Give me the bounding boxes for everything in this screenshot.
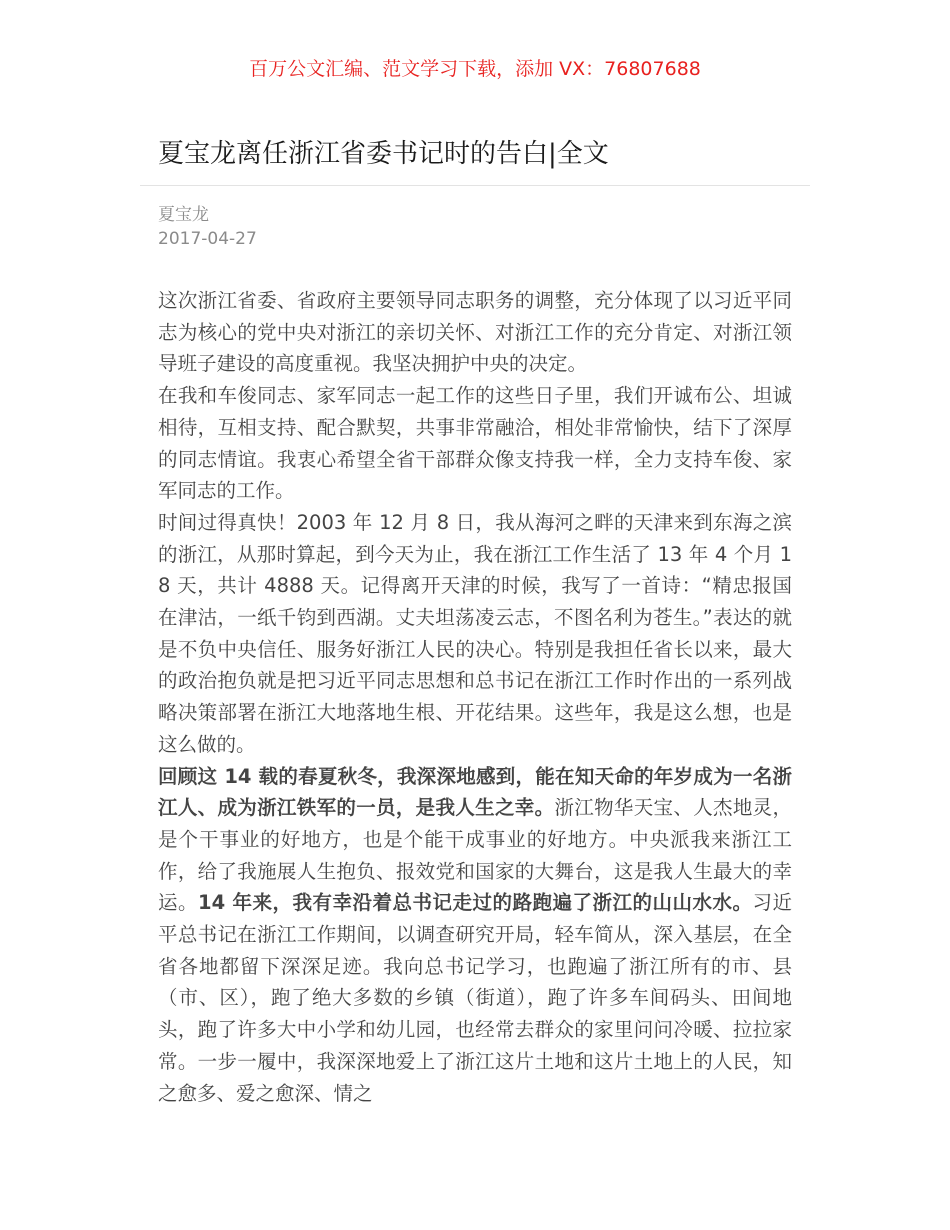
paragraph-4-text: 浙江物华天宝、人杰地灵，是个干事业的好地方，也是个能干成事业的好地方。中央派我来浙江工作，给了我施展人生抱负、报效党和国家的大舞台，这是我人生最大的幸运。 <box>158 796 792 915</box>
paragraph-4-bold-lead: 回顾这 14 载的春夏秋冬，我深深地感到，能在知天命的年岁成为一名浙江人、成为浙江铁军的一员，是我人生之幸。 <box>158 764 792 820</box>
article-title: 夏宝龙离任浙江省委书记时的告白|全文 <box>158 139 609 169</box>
paragraph-1: 这次浙江省委、省政府主要领导同志职务的调整，充分体现了以习近平同志为核心的党中央对浙江的亲切关怀、对浙江工作的充分肯定、对浙江领导班子建设的高度重视。我坚决拥护中央的决定。 <box>158 289 792 376</box>
article-author: 夏宝龙 <box>158 205 209 225</box>
promo-banner: 百万公文汇编、范文学习下载，添加 VX：76807688 <box>249 58 701 80</box>
paragraph-2: 在我和车俊同志、家军同志一起工作的这些日子里，我们开诚布公、坦诚相待，互相支持、配合默契，共事非常融洽，相处非常愉快，结下了深厚的同志情谊。我衷心希望全省干部群众像支持我一样，全力支持车俊、家军同志的工作。 <box>158 384 792 503</box>
paragraph-3: 时间过得真快！2003 年 12 月 8 日，我从海河之畔的天津来到东海之滨的浙江，从那时算起，到今天为止，我在浙江工作生活了 13 年 4 个月 18 天，共计 4888 天。记得离开天津的时候，我写了一首诗：“精忠报国在津沽，一纸千钧到西湖。丈夫坦荡凌云志，不图名利为苍生。”表达的就是不负中央信任、服务好浙江人民的决心。特别是我担任省长以来，最大的政治抱负就是把习近平同志思想和总书记在浙江工作时作出的一系列战略决策部署在浙江大地落地生根、开花结果。这些年，我是这么想，也是这么做的。 <box>158 510 792 756</box>
article-date: 2017-04-27 <box>158 229 257 249</box>
paragraph-4-text-continued: 习近平总书记在浙江工作期间，以调查研究开局，轻车简从，深入基层，在全省各地都留下深深足迹。我向总书记学习，也跑遍了浙江所有的市、县（市、区），跑了绝大多数的乡镇（街道），跑了许多车间码头、田间地头，跑了许多大中小学和幼儿园，也经常去群众的家里问问冷暖、拉拉家常。一步一履中，我深深地爱上了浙江这片土地和这片土地上的人民，知之愈多、爱之愈深、情之 <box>158 891 792 1105</box>
article-body <box>158 285 792 1109</box>
paragraph-4-bold-mid: 14 年来，我有幸沿着总书记走过的路跑遍了浙江的山山水水。 <box>198 891 753 915</box>
paragraph-4 <box>158 761 792 1110</box>
article-meta <box>158 203 257 251</box>
title-divider <box>140 185 810 186</box>
